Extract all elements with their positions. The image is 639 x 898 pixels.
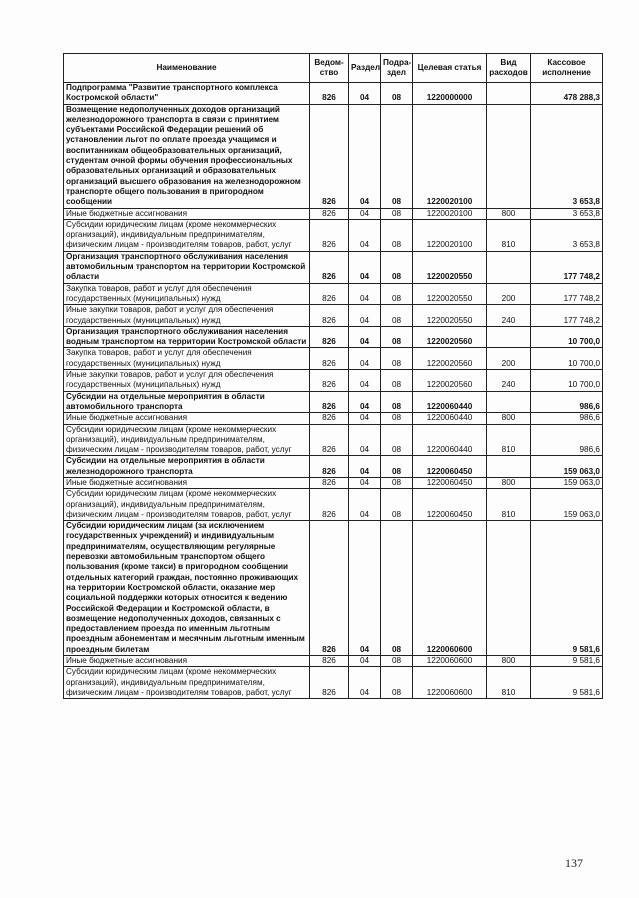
table-row — [64, 326, 603, 348]
row-expense-type — [487, 521, 531, 656]
row-section: 04 — [349, 219, 381, 251]
row-department: 826 — [310, 326, 349, 348]
row-expense-type: 810 — [487, 219, 531, 251]
row-name: Подпрограмма "Развитие транспортного комплекса Костромской области" — [64, 83, 310, 105]
table-row — [64, 391, 603, 413]
row-department: 826 — [310, 477, 349, 488]
row-subsection: 08 — [381, 83, 413, 105]
row-department: 826 — [310, 348, 349, 370]
row-expense-type — [487, 251, 531, 283]
row-target-article: 1220020100 — [413, 219, 487, 251]
header-subsection: Подра-здел — [381, 54, 413, 83]
row-name: Субсидии юридическим лицам (кроме некоммерческих организаций), индивидуальным предпринимателям, физическим лицам - производителям товаров, работ, услуг — [64, 489, 310, 521]
row-cash-execution: 9 581,6 — [531, 667, 603, 699]
row-section: 04 — [349, 477, 381, 488]
table-row — [64, 521, 603, 656]
row-section: 04 — [349, 424, 381, 456]
row-cash-execution: 9 581,6 — [531, 521, 603, 656]
row-section: 04 — [349, 456, 381, 478]
table-row — [64, 424, 603, 456]
row-name: Субсидии на отдельные мероприятия в области автомобильного транспорта — [64, 391, 310, 413]
row-target-article: 1220060450 — [413, 489, 487, 521]
row-expense-type: 810 — [487, 667, 531, 699]
row-department: 826 — [310, 424, 349, 456]
row-department: 826 — [310, 208, 349, 219]
table-header — [64, 54, 603, 83]
table-row — [64, 656, 603, 667]
row-expense-type — [487, 104, 531, 208]
row-cash-execution: 177 748,2 — [531, 251, 603, 283]
table-row — [64, 456, 603, 478]
row-name: Иные бюджетные ассигнования — [64, 656, 310, 667]
table-row — [64, 104, 603, 208]
row-name: Возмещение недополученных доходов организаций железнодорожного транспорта в связи с принятием субъектами Российской Федерации решений об установлении льгот по оплате проезда учащимся и воспитанникам общеобразовательных организаций, студентам очной формы обучения профессиональных образовательных организаций и образовательных организаций высшего образования на железнодорожном транспорте общего пользования в пригородном сообщении — [64, 104, 310, 208]
row-name: Субсидии юридическим лицам (кроме некоммерческих организаций), индивидуальным предпринимателям, физическим лицам - производителям товаров, работ, услуг — [64, 667, 310, 699]
row-subsection: 08 — [381, 370, 413, 392]
row-department: 826 — [310, 219, 349, 251]
row-cash-execution: 3 653,8 — [531, 219, 603, 251]
row-target-article: 1220060450 — [413, 477, 487, 488]
row-target-article: 1220020550 — [413, 251, 487, 283]
row-section: 04 — [349, 391, 381, 413]
row-section: 04 — [349, 326, 381, 348]
row-cash-execution: 986,6 — [531, 391, 603, 413]
row-subsection: 08 — [381, 104, 413, 208]
row-department: 826 — [310, 104, 349, 208]
row-section: 04 — [349, 413, 381, 424]
row-department: 826 — [310, 391, 349, 413]
row-cash-execution: 986,6 — [531, 424, 603, 456]
row-expense-type: 810 — [487, 424, 531, 456]
row-cash-execution: 9 581,6 — [531, 656, 603, 667]
table-row — [64, 251, 603, 283]
table-row — [64, 219, 603, 251]
row-subsection: 08 — [381, 208, 413, 219]
row-subsection: 08 — [381, 489, 413, 521]
row-name: Субсидии на отдельные мероприятия в области железнодорожного транспорта — [64, 456, 310, 478]
row-name: Иные закупки товаров, работ и услуг для обеспечения государственных (муниципальных) нужд — [64, 370, 310, 392]
row-department: 826 — [310, 370, 349, 392]
row-name: Субсидии юридическим лицам (кроме некоммерческих организаций), индивидуальным предпринимателям, физическим лицам - производителям товаров, работ, услуг — [64, 219, 310, 251]
row-cash-execution: 159 063,0 — [531, 456, 603, 478]
header-department: Ведом-ство — [310, 54, 349, 83]
row-target-article: 1220060600 — [413, 667, 487, 699]
row-cash-execution: 10 700,0 — [531, 370, 603, 392]
table-row — [64, 283, 603, 305]
row-subsection: 08 — [381, 521, 413, 656]
row-subsection: 08 — [381, 424, 413, 456]
row-target-article: 1220020560 — [413, 326, 487, 348]
table-row — [64, 477, 603, 488]
row-expense-type — [487, 456, 531, 478]
row-expense-type — [487, 83, 531, 105]
row-cash-execution: 986,6 — [531, 413, 603, 424]
row-subsection: 08 — [381, 326, 413, 348]
budget-table — [63, 53, 603, 699]
row-name: Иные бюджетные ассигнования — [64, 413, 310, 424]
row-name: Закупка товаров, работ и услуг для обеспечения государственных (муниципальных) нужд — [64, 283, 310, 305]
row-section: 04 — [349, 283, 381, 305]
row-target-article: 1220020550 — [413, 283, 487, 305]
row-subsection: 08 — [381, 219, 413, 251]
row-name: Организация транспортного обслуживания населения водным транспортом на территории Костромской области — [64, 326, 310, 348]
row-cash-execution: 10 700,0 — [531, 348, 603, 370]
table-row — [64, 489, 603, 521]
row-department: 826 — [310, 521, 349, 656]
row-expense-type: 200 — [487, 283, 531, 305]
row-subsection: 08 — [381, 656, 413, 667]
row-section: 04 — [349, 251, 381, 283]
row-section: 04 — [349, 208, 381, 219]
row-subsection: 08 — [381, 305, 413, 327]
row-name: Организация транспортного обслуживания населения автомобильным транспортом на территории Костромской области — [64, 251, 310, 283]
row-cash-execution: 177 748,2 — [531, 283, 603, 305]
row-department: 826 — [310, 83, 349, 105]
row-expense-type: 800 — [487, 477, 531, 488]
row-department: 826 — [310, 251, 349, 283]
row-target-article: 1220020550 — [413, 305, 487, 327]
row-department: 826 — [310, 283, 349, 305]
row-name: Субсидии юридическим лицам (кроме некоммерческих организаций), индивидуальным предпринимателям, физическим лицам - производителям товаров, работ, услуг — [64, 424, 310, 456]
row-cash-execution: 3 653,8 — [531, 208, 603, 219]
row-expense-type — [487, 391, 531, 413]
row-section: 04 — [349, 667, 381, 699]
row-cash-execution: 159 063,0 — [531, 477, 603, 488]
row-cash-execution: 10 700,0 — [531, 326, 603, 348]
header-expense-type: Вид расходов — [487, 54, 531, 83]
row-section: 04 — [349, 521, 381, 656]
row-subsection: 08 — [381, 667, 413, 699]
row-target-article: 1220000000 — [413, 83, 487, 105]
header-cash-execution: Кассовое исполнение — [531, 54, 603, 83]
row-expense-type — [487, 326, 531, 348]
row-expense-type: 240 — [487, 370, 531, 392]
row-subsection: 08 — [381, 391, 413, 413]
row-expense-type: 810 — [487, 489, 531, 521]
row-department: 826 — [310, 489, 349, 521]
row-department: 826 — [310, 413, 349, 424]
row-section: 04 — [349, 489, 381, 521]
row-department: 826 — [310, 656, 349, 667]
row-name: Иные бюджетные ассигнования — [64, 208, 310, 219]
row-cash-execution: 177 748,2 — [531, 305, 603, 327]
row-subsection: 08 — [381, 283, 413, 305]
row-target-article: 1220020560 — [413, 370, 487, 392]
row-target-article: 1220020100 — [413, 208, 487, 219]
header-row — [64, 54, 603, 83]
row-department: 826 — [310, 667, 349, 699]
row-target-article: 1220060440 — [413, 413, 487, 424]
row-target-article: 1220060440 — [413, 391, 487, 413]
row-target-article: 1220060450 — [413, 456, 487, 478]
table-row — [64, 348, 603, 370]
table-body — [64, 83, 603, 699]
row-name: Иные закупки товаров, работ и услуг для обеспечения государственных (муниципальных) нужд — [64, 305, 310, 327]
row-target-article: 1220060440 — [413, 424, 487, 456]
row-subsection: 08 — [381, 477, 413, 488]
row-department: 826 — [310, 456, 349, 478]
row-target-article: 1220060600 — [413, 656, 487, 667]
row-department: 826 — [310, 305, 349, 327]
row-expense-type: 800 — [487, 413, 531, 424]
row-subsection: 08 — [381, 413, 413, 424]
row-cash-execution: 159 063,0 — [531, 489, 603, 521]
header-name: Наименование — [64, 54, 310, 83]
table-row — [64, 667, 603, 699]
page-number: 137 — [565, 856, 583, 870]
header-target-article: Целевая статья — [413, 54, 487, 83]
row-expense-type: 200 — [487, 348, 531, 370]
table-row — [64, 83, 603, 105]
row-target-article: 1220020560 — [413, 348, 487, 370]
row-cash-execution: 3 653,8 — [531, 104, 603, 208]
row-name: Субсидии юридическим лицам (за исключением государственных учреждений) и индивидуальным предпринимателям, осуществляющим регулярные перевозки автомобильным транспортом общего пользования (кроме такси) в пригородном сообщении отдельных категорий граждан, постоянно проживающих на территории Костромской области, оказание мер социальной поддержки которых относится к ведению Российской Федерации и Костромской области, в возмещение недополученных доходов, связанных с предоставлением проезда по именным льготным проездным абонементам и месячным льготным именным проездным билетам — [64, 521, 310, 656]
row-cash-execution: 478 288,3 — [531, 83, 603, 105]
table-row — [64, 208, 603, 219]
row-expense-type: 800 — [487, 656, 531, 667]
table-row — [64, 413, 603, 424]
table-row — [64, 305, 603, 327]
header-section: Раздел — [349, 54, 381, 83]
row-expense-type: 240 — [487, 305, 531, 327]
row-target-article: 1220020100 — [413, 104, 487, 208]
row-subsection: 08 — [381, 251, 413, 283]
row-subsection: 08 — [381, 348, 413, 370]
table-row — [64, 370, 603, 392]
row-target-article: 1220060600 — [413, 521, 487, 656]
row-expense-type: 800 — [487, 208, 531, 219]
row-section: 04 — [349, 83, 381, 105]
row-subsection: 08 — [381, 456, 413, 478]
row-section: 04 — [349, 348, 381, 370]
row-section: 04 — [349, 305, 381, 327]
row-name: Закупка товаров, работ и услуг для обеспечения государственных (муниципальных) нужд — [64, 348, 310, 370]
row-section: 04 — [349, 656, 381, 667]
row-section: 04 — [349, 104, 381, 208]
row-section: 04 — [349, 370, 381, 392]
row-name: Иные бюджетные ассигнования — [64, 477, 310, 488]
